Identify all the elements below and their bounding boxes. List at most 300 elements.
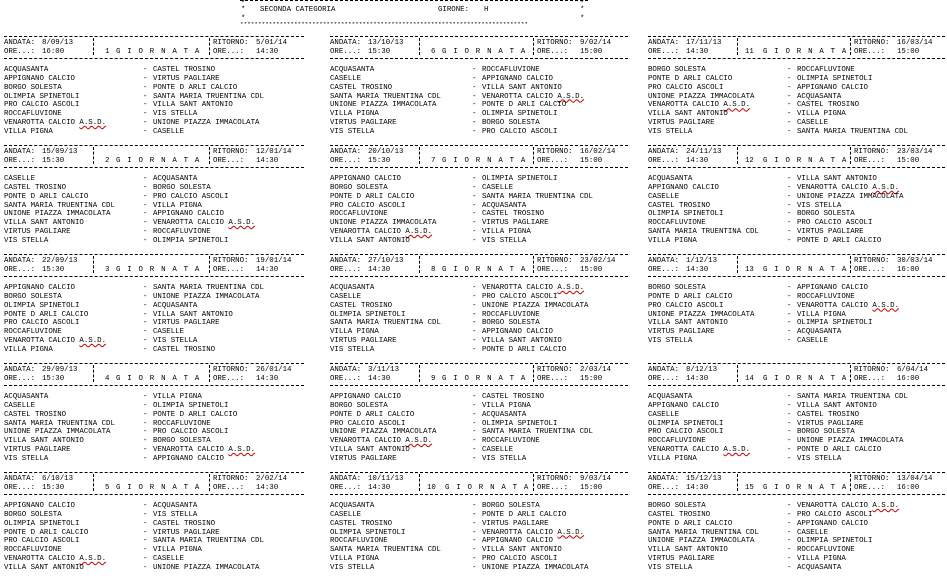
home-team: UNIONE PIAZZA IMMACOLATA <box>4 428 111 437</box>
match-row <box>648 175 945 184</box>
away-team: APPIGNANO CALCIO <box>482 537 553 546</box>
home-team: BORGO SOLESTA <box>330 183 388 192</box>
away-team: PRO CALCIO ASCOLI <box>153 428 229 437</box>
away-team: VILLA SANT ANTONIO <box>797 401 877 410</box>
home-team: CASELLE <box>330 510 362 519</box>
header-separator <box>737 474 738 491</box>
match-dash: - <box>787 401 792 410</box>
match-dash: - <box>472 83 477 92</box>
header-separator <box>737 38 738 55</box>
header-separator <box>209 38 210 55</box>
home-team: APPIGNANO CALCIO <box>330 393 401 401</box>
match-row <box>330 302 628 311</box>
header-separator <box>419 256 420 273</box>
away-team: APPIGNANO CALCIO <box>797 83 868 92</box>
away-team: CASTEL TROSINO <box>797 101 860 110</box>
ore-andata: 16:00 <box>42 48 65 56</box>
home-team: OLIMPIA SPINETOLI <box>4 301 80 310</box>
andata-date: 10/11/13 <box>368 475 404 483</box>
match-row <box>648 555 945 564</box>
match-row <box>330 520 628 529</box>
home-team: PRO CALCIO ASCOLI <box>4 101 80 110</box>
match-row <box>648 84 945 93</box>
match-row <box>4 437 304 446</box>
round-top-rule <box>4 36 304 37</box>
round-header-rule <box>4 385 304 386</box>
ore-andata: 15:30 <box>368 48 391 56</box>
away-team: CASTEL TROSINO <box>153 519 216 528</box>
match-row <box>330 175 628 184</box>
ore-label: ORE...: <box>213 266 245 274</box>
away-team: VILLA PIGNA <box>797 110 846 119</box>
round-number: 11 <box>745 48 754 56</box>
round-header-rule <box>330 58 628 59</box>
match-dash: - <box>143 228 148 237</box>
match-dash: - <box>787 201 792 210</box>
home-team: OLIMPIA SPINETOLI <box>330 528 406 537</box>
away-team: UNIONE PIAZZA IMMACOLATA <box>153 119 260 128</box>
match-dash: - <box>787 183 792 192</box>
round-number: 15 <box>745 484 754 492</box>
away-team: PONTE D ARLI CALCIO <box>797 236 882 245</box>
header-separator <box>850 365 851 382</box>
match-dash: - <box>787 210 792 219</box>
away-team: PRO CALCIO ASCOLI <box>482 555 558 564</box>
ore-label: ORE...: <box>854 48 886 56</box>
ritorno-date: 23/03/14 <box>897 148 933 156</box>
home-team: PONTE D ARLI CALCIO <box>648 519 733 528</box>
match-row <box>4 110 304 119</box>
away-team: BORGO SOLESTA <box>482 502 540 510</box>
ritorno-label: RITORNO: <box>854 366 890 374</box>
header-separator <box>419 474 420 491</box>
ore-label: ORE...: <box>330 266 362 274</box>
round-top-rule <box>330 472 628 473</box>
match-row <box>648 337 945 346</box>
home-team: VILLA SANT ANTONIO <box>648 546 728 555</box>
match-dash: - <box>143 510 148 519</box>
away-team: PONTE D ARLI CALCIO <box>797 446 882 455</box>
match-dash: - <box>472 563 477 572</box>
round-header-rule <box>4 494 304 495</box>
match-row <box>648 564 945 573</box>
ritorno-date: 6/04/14 <box>897 366 929 374</box>
match-row <box>4 210 304 219</box>
round-number: 5 <box>105 484 110 492</box>
giornata-label: G I O R N A T A <box>116 375 201 383</box>
match-row <box>4 237 304 246</box>
andata-date: 29/09/13 <box>42 366 78 374</box>
round-header-rule <box>648 494 945 495</box>
match-dash: - <box>143 454 148 463</box>
away-team: SANTA MARIA TRUENTINA CDL <box>153 284 264 292</box>
match-row <box>4 564 304 573</box>
home-team: UNIONE PIAZZA IMMACOLATA <box>648 537 755 546</box>
match-dash: - <box>143 301 148 310</box>
home-team: PONTE D ARLI CALCIO <box>4 310 89 319</box>
home-team: VIRTUS PAGLIARE <box>330 119 397 128</box>
match-dash: - <box>472 236 477 245</box>
away-team: SANTA MARIA TRUENTINA CDL <box>153 92 264 101</box>
match-list <box>4 175 304 246</box>
match-row <box>4 546 304 555</box>
ore-ritorno: 15:00 <box>580 266 603 274</box>
match-list <box>330 66 628 137</box>
home-team: BORGO SOLESTA <box>4 83 62 92</box>
away-team: APPIGNANO CALCIO <box>797 284 868 292</box>
match-dash: - <box>787 528 792 537</box>
away-team: ROCCAFLUVIONE <box>153 419 211 428</box>
match-row <box>330 202 628 211</box>
away-team: OLIMPIA SPINETOLI <box>153 401 229 410</box>
home-team: ROCCAFLUVIONE <box>4 546 62 555</box>
match-row <box>4 511 304 520</box>
andata-date: 8/12/13 <box>686 366 718 374</box>
home-team: VILLA SANT ANTONIO <box>4 563 84 572</box>
round-header-rule <box>4 167 304 168</box>
round-block <box>4 363 304 472</box>
ritorno-date: 26/01/14 <box>256 366 292 374</box>
match-dash: - <box>472 183 477 192</box>
match-row <box>330 393 628 402</box>
header-separator <box>533 474 534 491</box>
match-row <box>330 328 628 337</box>
away-team: APPIGNANO CALCIO <box>482 328 553 337</box>
away-team: CASTEL TROSINO <box>153 66 216 74</box>
match-dash: - <box>143 83 148 92</box>
match-row <box>4 411 304 420</box>
home-team: VENAROTTA CALCIO A.S.D. <box>648 101 751 110</box>
match-dash: - <box>472 502 477 510</box>
away-team: ACQUASANTA <box>153 301 198 310</box>
round-block <box>4 254 304 363</box>
home-team: CASELLE <box>4 401 36 410</box>
round-number: 3 <box>105 266 110 274</box>
andata-label: ANDATA: <box>330 366 362 374</box>
home-team: CASELLE <box>648 410 680 419</box>
match-row <box>4 393 304 402</box>
round-block <box>330 145 628 254</box>
match-row <box>330 437 628 446</box>
match-dash: - <box>787 292 792 301</box>
match-row <box>648 393 945 402</box>
match-row <box>4 84 304 93</box>
match-row <box>330 284 628 293</box>
match-row <box>330 184 628 193</box>
home-team: ROCCAFLUVIONE <box>648 219 706 228</box>
header-separator <box>850 147 851 164</box>
match-dash: - <box>143 537 148 546</box>
match-row <box>330 502 628 511</box>
home-team: PONTE D ARLI CALCIO <box>648 74 733 83</box>
ore-andata: 14:30 <box>686 157 709 165</box>
match-row <box>4 420 304 429</box>
home-team: VIS STELLA <box>4 236 49 245</box>
ore-ritorno: 16:00 <box>897 266 920 274</box>
round-top-rule <box>648 254 945 255</box>
match-row <box>330 511 628 520</box>
home-team: UNIONE PIAZZA IMMACOLATA <box>330 219 437 228</box>
ritorno-label: RITORNO: <box>213 39 249 47</box>
home-team: OLIMPIA SPINETOLI <box>4 519 80 528</box>
ore-label: ORE...: <box>4 48 36 56</box>
giornata-label: G I O R N A T A <box>763 484 848 492</box>
round-number: 10 <box>427 484 436 492</box>
away-team: VIS STELLA <box>797 454 842 463</box>
away-team: VILLA PIGNA <box>482 401 531 410</box>
home-team: VILLA PIGNA <box>330 328 379 337</box>
header-separator <box>533 147 534 164</box>
match-row <box>330 537 628 546</box>
away-team: VIRTUS PAGLIARE <box>153 528 220 537</box>
away-team: CASTEL TROSINO <box>797 410 860 419</box>
match-list <box>330 284 628 355</box>
ore-ritorno: 16:00 <box>897 484 920 492</box>
home-team: ACQUASANTA <box>4 66 49 74</box>
home-team: OLIMPIA SPINETOLI <box>4 92 80 101</box>
home-team: PONTE D ARLI CALCIO <box>4 192 89 201</box>
match-dash: - <box>787 175 792 183</box>
spellcheck-mark: A.S.D. <box>228 219 256 228</box>
giornata-label: G I O R N A T A <box>442 157 527 165</box>
ore-andata: 15:30 <box>42 266 65 274</box>
home-team: UNIONE PIAZZA IMMACOLATA <box>648 92 755 101</box>
spellcheck-mark: A.S.D. <box>79 119 107 128</box>
ore-andata: 14:30 <box>686 48 709 56</box>
match-dash: - <box>472 328 477 337</box>
match-dash: - <box>787 92 792 101</box>
round-top-rule <box>4 472 304 473</box>
match-row <box>330 337 628 346</box>
match-row <box>330 428 628 437</box>
andata-label: ANDATA: <box>330 257 362 265</box>
match-row <box>330 228 628 237</box>
home-team: VIRTUS PAGLIARE <box>330 454 397 463</box>
schedule-column <box>330 36 628 581</box>
away-team: UNIONE PIAZZA IMMACOLATA <box>482 301 589 310</box>
home-team: VIRTUS PAGLIARE <box>648 119 715 128</box>
match-row <box>4 193 304 202</box>
round-number: 2 <box>105 157 110 165</box>
match-dash: - <box>787 393 792 401</box>
round-header-rule <box>4 276 304 277</box>
ore-ritorno: 15:00 <box>580 48 603 56</box>
ore-andata: 14:30 <box>368 375 391 383</box>
home-team: VIRTUS PAGLIARE <box>648 328 715 337</box>
match-dash: - <box>787 236 792 245</box>
match-row <box>648 502 945 511</box>
header-separator <box>533 365 534 382</box>
match-row <box>330 119 628 128</box>
home-team: ROCCAFLUVIONE <box>4 110 62 119</box>
match-row <box>648 66 945 75</box>
match-dash: - <box>472 393 477 401</box>
match-row <box>4 319 304 328</box>
ore-label: ORE...: <box>537 157 569 165</box>
home-team: VILLA SANT ANTONIO <box>648 319 728 328</box>
ore-label: ORE...: <box>537 266 569 274</box>
match-dash: - <box>787 337 792 346</box>
away-team: VENAROTTA CALCIO A.S.D. <box>797 183 900 192</box>
giornata-label: G I O R N A T A <box>116 266 201 274</box>
match-row <box>648 302 945 311</box>
away-team: VILLA SANT ANTONIO <box>482 337 562 346</box>
home-team: CASTEL TROSINO <box>330 83 393 92</box>
away-team: VIS STELLA <box>153 337 198 346</box>
away-team: VIRTUS PAGLIARE <box>797 419 864 428</box>
category-title: SECONDA CATEGORIA <box>260 6 336 14</box>
spellcheck-mark: A.S.D. <box>405 437 433 446</box>
header-star: * <box>241 6 246 14</box>
spellcheck-mark: A.S.D. <box>723 101 751 110</box>
header-separator <box>209 256 210 273</box>
header-separator <box>93 147 94 164</box>
ore-label: ORE...: <box>854 157 886 165</box>
home-team: VENAROTTA CALCIO A.S.D. <box>4 337 107 346</box>
away-team: OLIMPIA SPINETOLI <box>153 236 229 245</box>
round-block <box>330 472 628 581</box>
match-row <box>648 455 945 464</box>
home-team: SANTA MARIA TRUENTINA CDL <box>330 92 441 101</box>
ore-label: ORE...: <box>648 48 680 56</box>
away-team: VILLA PIGNA <box>153 393 202 401</box>
header-star: * <box>580 15 585 23</box>
away-team: UNIONE PIAZZA IMMACOLATA <box>153 563 260 572</box>
match-list <box>648 393 945 464</box>
match-dash: - <box>787 563 792 572</box>
round-header-rule <box>330 167 628 168</box>
match-row <box>330 555 628 564</box>
away-team: BORGO SOLESTA <box>153 183 211 192</box>
ore-label: ORE...: <box>537 484 569 492</box>
away-team: ROCCAFLUVIONE <box>482 66 540 74</box>
home-team: PRO CALCIO ASCOLI <box>648 83 724 92</box>
match-dash: - <box>787 410 792 419</box>
match-row <box>330 237 628 246</box>
andata-label: ANDATA: <box>4 475 36 483</box>
home-team: ACQUASANTA <box>330 66 375 74</box>
match-dash: - <box>143 528 148 537</box>
home-team: OLIMPIA SPINETOLI <box>648 419 724 428</box>
match-dash: - <box>472 101 477 110</box>
away-team: APPIGNANO CALCIO <box>153 210 224 219</box>
home-team: CASTEL TROSINO <box>4 183 67 192</box>
match-dash: - <box>143 419 148 428</box>
away-team: VENAROTTA CALCIO A.S.D. <box>153 219 256 228</box>
home-team: PRO CALCIO ASCOLI <box>4 537 80 546</box>
round-block <box>648 36 945 145</box>
match-row <box>330 546 628 555</box>
home-team: SANTA MARIA TRUENTINA CDL <box>330 319 441 328</box>
spellcheck-mark: A.S.D. <box>79 555 107 564</box>
match-dash: - <box>143 555 148 564</box>
away-team: CASTEL TROSINO <box>482 210 545 219</box>
ore-label: ORE...: <box>4 266 36 274</box>
match-dash: - <box>787 110 792 119</box>
match-row <box>330 529 628 538</box>
ore-label: ORE...: <box>648 266 680 274</box>
ore-label: ORE...: <box>4 157 36 165</box>
match-row <box>330 446 628 455</box>
home-team: SANTA MARIA TRUENTINA CDL <box>4 419 115 428</box>
home-team: CASELLE <box>330 292 362 301</box>
home-team: UNIONE PIAZZA IMMACOLATA <box>648 310 755 319</box>
ore-ritorno: 14:30 <box>256 375 279 383</box>
ore-andata: 15:30 <box>42 157 65 165</box>
away-team: VIS STELLA <box>482 236 527 245</box>
home-team: APPIGNANO CALCIO <box>4 74 75 83</box>
home-team: APPIGNANO CALCIO <box>648 183 719 192</box>
round-top-rule <box>4 254 304 255</box>
match-row <box>648 546 945 555</box>
home-team: VILLA PIGNA <box>648 236 697 245</box>
match-row <box>330 564 628 573</box>
ore-ritorno: 15:00 <box>897 157 920 165</box>
andata-date: 15/12/13 <box>686 475 722 483</box>
match-dash: - <box>143 502 148 510</box>
spellcheck-mark: A.S.D. <box>872 301 900 310</box>
match-dash: - <box>143 201 148 210</box>
match-dash: - <box>472 310 477 319</box>
round-block <box>648 472 945 581</box>
match-dash: - <box>472 437 477 446</box>
away-team: SANTA MARIA TRUENTINA CDL <box>482 192 593 201</box>
away-team: ACQUASANTA <box>482 201 527 210</box>
round-top-rule <box>330 36 628 37</box>
header-separator <box>419 38 420 55</box>
match-row <box>4 93 304 102</box>
andata-label: ANDATA: <box>330 148 362 156</box>
giornata-label: G I O R N A T A <box>442 266 527 274</box>
away-team: VIRTUS PAGLIARE <box>797 228 864 237</box>
home-team: BORGO SOLESTA <box>330 401 388 410</box>
away-team: UNIONE PIAZZA IMMACOLATA <box>797 192 904 201</box>
spellcheck-mark: A.S.D. <box>405 228 433 237</box>
match-dash: - <box>472 119 477 128</box>
match-row <box>4 228 304 237</box>
match-dash: - <box>472 319 477 328</box>
ritorno-label: RITORNO: <box>854 148 890 156</box>
round-block <box>4 145 304 254</box>
ore-label: ORE...: <box>648 375 680 383</box>
away-team: PRO CALCIO ASCOLI <box>797 510 873 519</box>
away-team: PONTE D ARLI CALCIO <box>482 345 567 354</box>
home-team: CASTEL TROSINO <box>4 410 67 419</box>
ore-label: ORE...: <box>330 484 362 492</box>
round-top-rule <box>648 36 945 37</box>
away-team: APPIGNANO CALCIO <box>797 519 868 528</box>
giornata-label: G I O R N A T A <box>116 484 201 492</box>
round-header-rule <box>648 58 945 59</box>
match-row <box>4 119 304 128</box>
home-team: VIS STELLA <box>330 563 375 572</box>
match-list <box>330 175 628 246</box>
home-team: VILLA SANT ANTONIO <box>4 219 84 228</box>
match-row <box>4 537 304 546</box>
match-row <box>4 328 304 337</box>
header-star: * <box>241 0 246 8</box>
away-team: OLIMPIA SPINETOLI <box>482 110 558 119</box>
ritorno-label: RITORNO: <box>213 257 249 265</box>
home-team: VILLA PIGNA <box>4 345 53 354</box>
match-row <box>648 511 945 520</box>
ore-andata: 15:30 <box>42 484 65 492</box>
ritorno-date: 5/01/14 <box>256 39 288 47</box>
away-team: OLIMPIA SPINETOLI <box>482 419 558 428</box>
andata-date: 24/11/13 <box>686 148 722 156</box>
match-dash: - <box>472 66 477 74</box>
ore-label: ORE...: <box>4 375 36 383</box>
